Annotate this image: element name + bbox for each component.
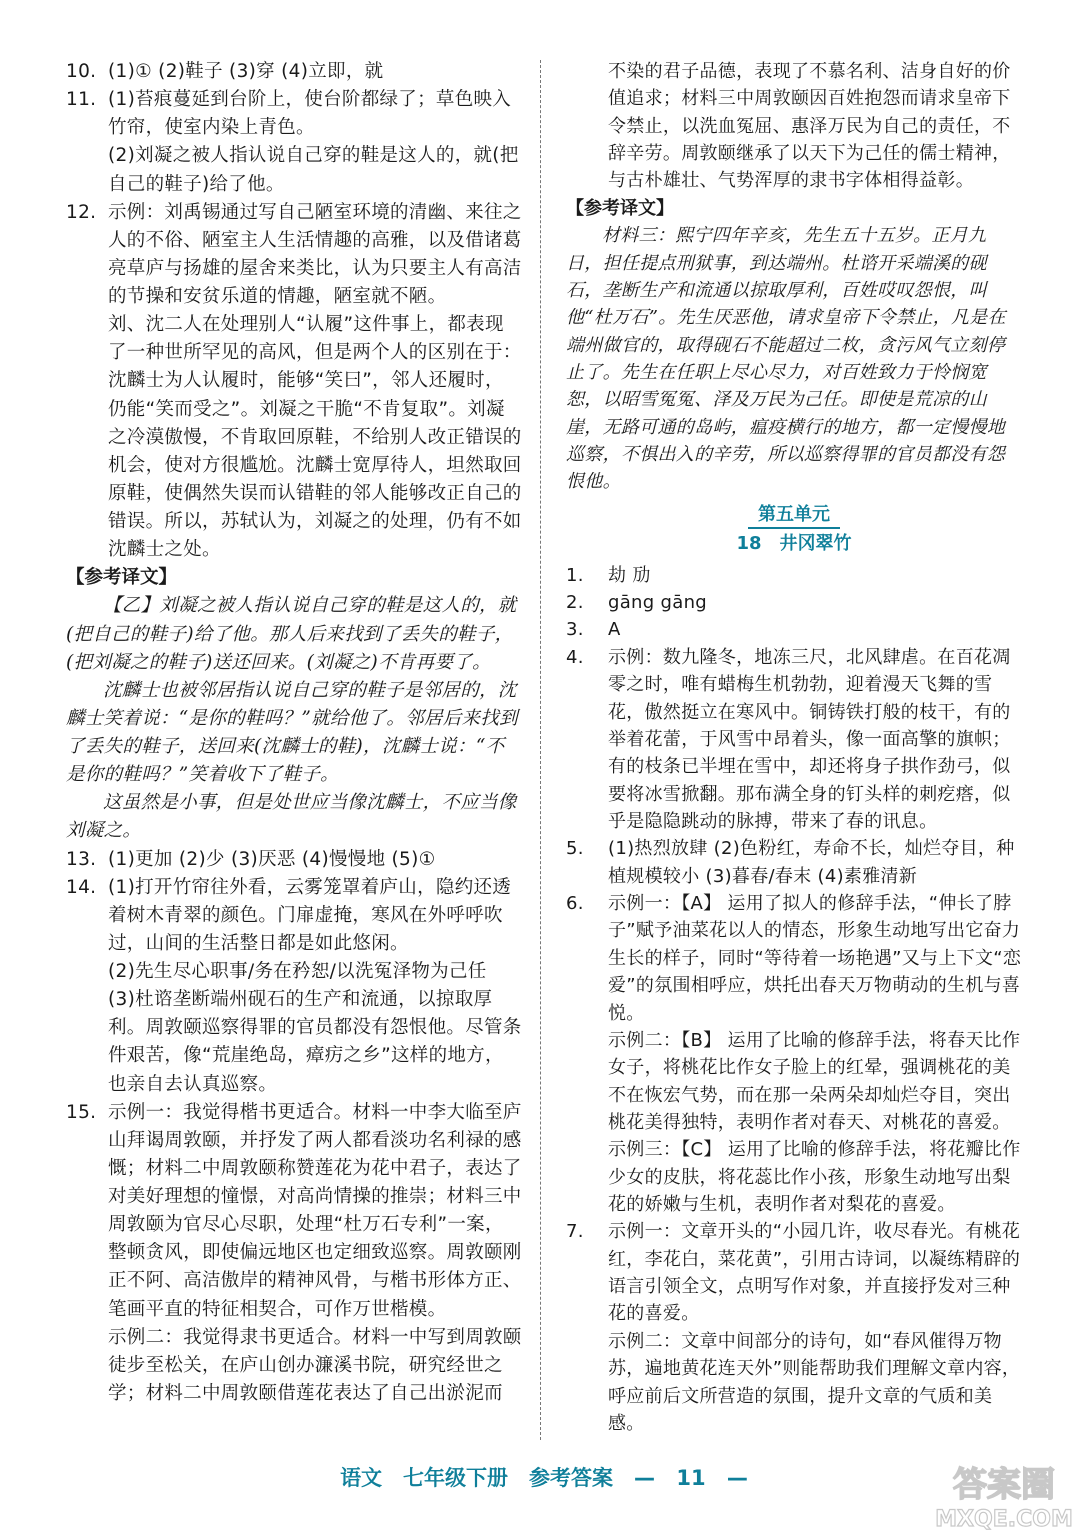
item-text: (1)更加 (2)少 (3)厌恶 (4)慢慢地 (5)①: [108, 848, 436, 870]
item-text: 劫 劢: [608, 564, 651, 586]
item-text: 示例二：文章中间部分的诗句，如“春风催得万物苏，遍地黄花连天外”则能帮助我们理解文章内容，呼应前后文所营造的氛围，提升文章的气质和美感。: [608, 1330, 1021, 1434]
item-text: (1)热烈放肆 (2)色粉红，寿命不长，灿烂夺目，种植规模较小 (3)暮春/春末 (4)素雅清新: [608, 838, 1015, 887]
item-text: 示例：数九隆冬，地冻三尺，北风肆虐。在百花凋零之时，唯有蜡梅生机勃勃，迎着漫天飞舞的雪花，傲然挺立在寒风中。铜铸铁打般的枝干，有的举着花蕾，于风雪中昂着头，像一面高擎的旗帜；有的枝条已半埋在雪中，却还将身子拱作劲弓，似要将冰雪掀翻。那布满全身的钉头样的刺疙瘩，似乎是隐隐跳动的脉搏，带来了春的讯息。: [608, 646, 1011, 832]
item-text: 刘、沈二人在处理别人“认履”这件事上，都表现了一种世所罕见的高风，但是两个人的区别在于：沈麟士为人认履时，能够“笑曰”，邻人还履时，仍能“笑而受之”。刘凝之干脆“不肯复取”。刘凝之冷漠傲慢，不肯取回原鞋，不给别人改正错误的机会，使对方很尴尬。沈麟士宽厚待人，坦然取回原鞋，使偶然失误而认错鞋的邻人能够改正自己的错误。所以，苏轼认为，刘凝之的处理，仍有不如沈麟士之处。: [108, 314, 522, 561]
item-number: 11.: [66, 89, 97, 111]
translation-paragraph: 沈麟士也被邻居指认说自己穿的鞋子是邻居的，沈麟士笑着说：“是你的鞋吗？”就给他了。邻居后来找到了丢失的鞋子，送回来(沈麟士的鞋)，沈麟士说：“不是你的鞋吗？”笑着收下了鞋子。: [66, 679, 518, 786]
answer-item: [66, 86, 522, 142]
answer-item: [66, 846, 522, 874]
item-text: (1)打开竹帘往外看，云雾笼罩着庐山，隐约还透着树木青翠的颜色。门扉虚掩，寒风在外呼呼吹过，山间的生活整日都是如此悠闲。: [108, 876, 512, 954]
item-number: 6.: [566, 893, 584, 915]
item-number: 15.: [66, 1101, 97, 1123]
item-number: 12.: [66, 201, 97, 223]
item-text: 示例：刘禹锡通过写自己陋室环境的清幽、来往之人的不俗、陋室主人生活情趣的高雅，以及借诸葛亮草庐与扬雄的屋舍来类比，认为只要主人有高洁的节操和安贫乐道的情趣，陋室就不陋。: [108, 201, 522, 307]
item-text: (1)① (2)鞋子 (3)穿 (4)立即，就: [108, 61, 384, 82]
item-text: 示例一：【A】 运用了拟人的修辞手法，“伸长了脖子”赋予油菜花以人的情态，形象生动地写出它奋力生长的样子，同时“等待着一场艳遇”又与上下文“恋爱”的氛围相呼应，烘托出春天万物萌动的生机与喜悦。: [608, 893, 1022, 1024]
section-heading: 【参考译文】: [566, 197, 674, 219]
item-number: 10.: [66, 61, 97, 82]
item-text: 示例二：【B】 运用了比喻的修辞手法，将春天比作女子，将桃花比作女子脸上的红晕，强调桃花的美不在恢宏气势，而在那一朵两朵却灿烂夺目，突出桃花美得独特，表明作者对春天、对桃花的喜爱。: [608, 1029, 1021, 1133]
answer-item: [66, 58, 522, 86]
item-number: 5.: [566, 838, 584, 860]
item-text: gāng gāng: [608, 592, 708, 614]
item-text: 示例二：我觉得隶书更适合。材料一中写到周敦颐徒步至松关，在庐山创办濂溪书院，研究经世之学；材料二中周敦颐借莲花表达了自己出淤泥而: [108, 1326, 522, 1404]
item-text: (2)先生尽心职事/务在矜恕/以洗冤泽物为己任: [108, 961, 487, 982]
item-text: 不染的君子品德，表现了不慕名利、洁身自好的价值追求；材料三中周敦颐因百姓抱怨而请求皇帝下令禁止，以洗血冤屈、惠泽万民为自己的责任，不辞辛劳。周敦颐继承了以天下为己任的儒士精神，与古朴雄壮、气势浑厚的隶书字体相得益彰。: [608, 61, 1011, 192]
answer-item: [566, 835, 1022, 890]
answer-continuation: [66, 958, 522, 986]
item-number: 3.: [566, 619, 584, 641]
item-number: 7.: [566, 1221, 584, 1243]
answer-item: [566, 562, 1022, 589]
item-text: (1)苔痕蔓延到台阶上，使台阶都绿了；草色映入竹帘，使室内染上青色。: [108, 89, 512, 139]
unit-title-text: 第五单元: [748, 504, 840, 529]
watermark-brand: 答案圈: [953, 1465, 1055, 1505]
answer-continuation: [66, 986, 522, 1099]
answer-item: [66, 199, 522, 312]
item-number: 13.: [66, 848, 97, 870]
item-text: 示例三：【C】 运用了比喻的修辞手法，将花瓣比作少女的皮肤，将花蕊比作小孩，形象生动地写出梨花的娇嫩与生机，表明作者对梨花的喜爱。: [608, 1139, 1021, 1216]
answer-item: [566, 589, 1022, 616]
answer-continuation: [566, 58, 1022, 195]
item-number: 14.: [66, 876, 97, 898]
answer-item: [66, 1099, 522, 1324]
unit-title: [566, 502, 1022, 528]
translation-paragraph: 这虽然是小事，但是处世应当像沈麟士，不应当像刘凝之。: [66, 792, 517, 842]
answer-item: [566, 644, 1022, 836]
translation-paragraph: 【乙】刘凝之被人指认说自己穿的鞋是这人的，就(把自己的鞋子)给了他。那人后来找到了丢失的鞋子，(把刘凝之的鞋子)送还回来。(刘凝之)不肯再要了。: [66, 595, 517, 673]
lesson-title: 18 井冈翠竹: [736, 532, 852, 554]
item-text: (2)刘凝之被人指认说自己穿的鞋是这人的，就(把自己的鞋子)给了他。: [108, 145, 519, 195]
item-number: 1.: [566, 564, 584, 586]
item-text: (3)杜谘垄断端州砚石的生产和流通，以掠取厚利。周敦颐巡察得罪的官员都没有怨恨他。尽管条件艰苦，像“荒崖绝岛，瘴疠之乡”这样的地方，也亲自去认真巡察。: [108, 989, 522, 1095]
answer-continuation: [566, 1328, 1022, 1437]
answer-item: [66, 874, 522, 958]
translation-paragraph: 材料三：熙宁四年辛亥，先生五十五岁。正月九日，担任提点刑狱事，到达端州。杜谘开采端溪的砚石，垄断生产和流通以掠取厚利，百姓哎叹怨恨，叫他“杜万石”。先生厌恶他，请求皇帝下令禁止，凡是在端州做官的，取得砚石不能超过二枚，贪污风气立刻停止了。先生在任职上尽心尽力，对百姓致力于怜悯宽恕，以昭雪冤冤、泽及万民为己任。即使是荒凉的山崖，无路可通的岛屿，瘟疫横行的地方，都一定慢慢地巡察，不惧出入的辛劳，所以巡察得罪的官员都没有怨恨他。: [566, 225, 1006, 493]
left-column: [66, 58, 522, 1408]
answer-item: [566, 616, 1022, 643]
answer-continuation: [566, 1136, 1022, 1218]
watermark-url: MXQE.COM: [935, 1507, 1073, 1532]
watermark-logo: [924, 1456, 1084, 1534]
column-divider: [540, 60, 541, 1440]
answer-item: [566, 1218, 1022, 1327]
answer-continuation: [66, 142, 522, 198]
answer-continuation: [66, 1324, 522, 1408]
page-footer: 语文 七年级下册 参考答案 — 11 —: [340, 1466, 748, 1490]
item-text: A: [608, 619, 621, 641]
item-number: 2.: [566, 592, 584, 614]
answer-item: [566, 890, 1022, 1027]
item-text: 示例一：我觉得楷书更适合。材料一中李大临至庐山拜谒周敦颐，并抒发了两人都看淡功名利禄的感慨；材料二中周敦颐称赞莲花为花中君子，表达了对美好理想的憧憬，对高尚情操的推崇；材料三中周敦颐为官尽心尽职，处理“杜万石专利”一案，整顿贪风，即使偏远地区也定细致巡察。周敦颐刚正不阿、高洁傲岸的精神风骨，与楷书形体方正、笔画平直的特征相契合，可作万世楷模。: [108, 1101, 522, 1320]
item-number: 4.: [566, 646, 584, 668]
section-heading: 【参考译文】: [66, 567, 178, 589]
answer-continuation: [66, 311, 522, 564]
answer-continuation: [566, 1027, 1022, 1136]
item-text: 示例一：文章开头的“小园几许，收尽春光。有桃花红，李花白，菜花黄”，引用古诗词，以凝练精辟的语言引领全文，点明写作对象，并直接抒发对三种花的喜爱。: [608, 1221, 1021, 1325]
right-column: [566, 58, 1022, 1437]
